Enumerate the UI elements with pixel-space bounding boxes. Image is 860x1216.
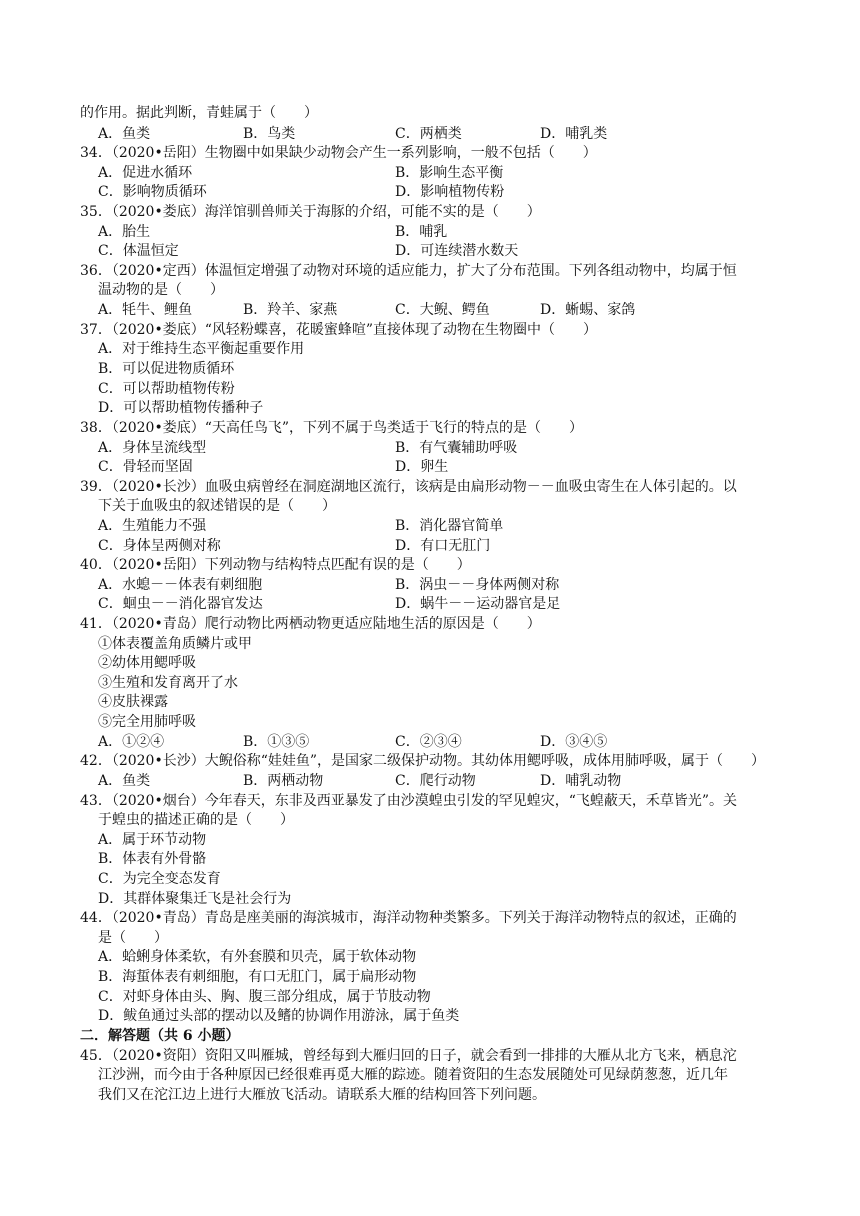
option: B．羚羊、家燕 xyxy=(243,302,338,318)
q33-stem-tail: 的作用。据此判断，青蛙属于（ ） xyxy=(80,105,318,121)
option: D．哺乳动物 xyxy=(540,773,622,789)
option: B．消化器官简单 xyxy=(395,518,504,534)
option: D．可以帮助植物传播种子 xyxy=(98,400,264,416)
option: B．①③⑤ xyxy=(243,734,310,750)
q41-stem: 41．（2020•青岛）爬行动物比两栖动物更适应陆地生活的原因是（ ） xyxy=(80,616,541,632)
q40-stem: 40．（2020•岳阳）下列动物与结构特点匹配有误的是（ ） xyxy=(80,557,471,573)
option: A．牦牛、鲤鱼 xyxy=(98,302,193,318)
statement-item: ②幼体用鳃呼吸 xyxy=(98,655,196,671)
option: A．鱼类 xyxy=(98,126,151,142)
option: C．对虾身体由头、胸、腹三部分组成，属于节肢动物 xyxy=(98,989,431,1005)
option: C．骨轻而坚固 xyxy=(98,459,193,475)
option: D．其群体聚集迁飞是社会行为 xyxy=(98,891,292,907)
q45-line1: 45．（2020•资阳）资阳又叫雁城，曾经每到大雁归回的日子，就会看到一排排的大雁从北方飞来，栖息沱 xyxy=(80,1048,737,1064)
option: D．卵生 xyxy=(395,459,449,475)
option: C．两栖类 xyxy=(395,126,462,142)
option: B．体表有外骨骼 xyxy=(98,851,207,867)
q44-stem-line1: 44．（2020•青岛）青岛是座美丽的海滨城市，海洋动物种类繁多。下列关于海洋动物特点的叙述，正确的 xyxy=(80,910,737,926)
q39-stem-line1: 39．（2020•长沙）血吸虫病曾经在洞庭湖地区流行，该病是由扁形动物－－血吸虫寄生在人体引起的。以 xyxy=(80,479,737,495)
statement-item: ④皮肤裸露 xyxy=(98,694,168,710)
option: A．鱼类 xyxy=(98,773,151,789)
option: A．对于维持生态平衡起重要作用 xyxy=(98,341,305,357)
statement-item: ①体表覆盖角质鳞片或甲 xyxy=(98,636,252,652)
option: A．蛤蜊身体柔软，有外套膜和贝壳，属于软体动物 xyxy=(98,949,417,965)
option: D．哺乳类 xyxy=(540,126,608,142)
option: B．涡虫－－身体两侧对称 xyxy=(395,577,560,593)
option: C．爬行动物 xyxy=(395,773,476,789)
option: B．影响生态平衡 xyxy=(395,165,504,181)
statement-item: ⑤完全用肺呼吸 xyxy=(98,714,196,730)
option: C．身体呈两侧对称 xyxy=(98,538,221,554)
option: C．蛔虫－－消化器官发达 xyxy=(98,596,263,612)
q36-stem-line1: 36．（2020•定西）体温恒定增强了动物对环境的适应能力，扩大了分布范围。下列各组动物中，均属于恒 xyxy=(80,263,737,279)
option: A．促进水循环 xyxy=(98,165,193,181)
option: C．影响物质循环 xyxy=(98,184,207,200)
q45-line3: 我们又在沱江边上进行大雁放飞活动。请联系大雁的结构回答下列问题。 xyxy=(98,1087,546,1103)
option: D．蜗牛－－运动器官是足 xyxy=(395,596,561,612)
q44-stem-line2: 是（ ） xyxy=(98,930,168,946)
option: A．生殖能力不强 xyxy=(98,518,207,534)
option: D．鲅鱼通过头部的摆动以及鳍的协调作用游泳，属于鱼类 xyxy=(98,1008,460,1024)
section-heading: 二．解答题（共 6 小题） xyxy=(80,1028,240,1044)
option: D．可连续潜水数天 xyxy=(395,243,519,259)
option: D．蜥蜴、家鸽 xyxy=(540,302,636,318)
q35-stem: 35．（2020•娄底）海洋馆驯兽师关于海豚的介绍，可能不实的是（ ） xyxy=(80,204,541,220)
option: B．两栖动物 xyxy=(243,773,324,789)
option: A．水螅－－体表有刺细胞 xyxy=(98,577,263,593)
option: C．体温恒定 xyxy=(98,243,179,259)
option: A．属于环节动物 xyxy=(98,832,207,848)
option: B．可以促进物质循环 xyxy=(98,361,235,377)
option: D．影响植物传粉 xyxy=(395,184,505,200)
option: C．可以帮助植物传粉 xyxy=(98,381,235,397)
q42-stem: 42．（2020•长沙）大鲵俗称“娃娃鱼”，是国家二级保护动物。其幼体用鳃呼吸，成体用肺呼吸，属于（ ） xyxy=(80,753,766,769)
option: B．鸟类 xyxy=(243,126,296,142)
q38-stem: 38．（2020•娄底）“天高任鸟飞”，下列不属于鸟类适于飞行的特点的是（ ） xyxy=(80,420,584,436)
option: C．为完全变态发育 xyxy=(98,871,221,887)
option: A．①②④ xyxy=(98,734,165,750)
option: C．②③④ xyxy=(395,734,462,750)
option: D．③④⑤ xyxy=(540,734,608,750)
q45-line2: 江沙洲，而今由于各种原因已经很难再觅大雁的踪迹。随着资阳的生态发展随处可见绿荫葱葱，近几年 xyxy=(98,1067,728,1083)
option: D．有口无肛门 xyxy=(395,538,491,554)
q34-stem: 34．（2020•岳阳）生物圈中如果缺少动物会产生一系列影响，一般不包括（ ） xyxy=(80,145,597,161)
option: B．哺乳 xyxy=(395,224,448,240)
option: A．胎生 xyxy=(98,224,151,240)
q43-stem-line2: 于蝗虫的描述正确的是（ ） xyxy=(98,812,294,828)
option: A．身体呈流线型 xyxy=(98,440,207,456)
q39-stem-line2: 下关于血吸虫的叙述错误的是（ ） xyxy=(98,498,336,514)
q43-stem-line1: 43．（2020•烟台）今年春天，东非及西亚暴发了由沙漠蝗虫引发的罕见蝗灾，“飞蝗蔽天，禾草皆光”。关 xyxy=(80,793,738,809)
option: B．有气囊辅助呼吸 xyxy=(395,440,518,456)
q36-stem-line2: 温动物的是（ ） xyxy=(98,282,224,298)
statement-item: ③生殖和发育离开了水 xyxy=(98,675,238,691)
option: B．海蜇体表有刺细胞，有口无肛门，属于扁形动物 xyxy=(98,969,417,985)
option: C．大鲵、鳄鱼 xyxy=(395,302,490,318)
q37-stem: 37．（2020•娄底）“风轻粉蝶喜，花暖蜜蜂喧”直接体现了动物在生物圈中（ ） xyxy=(80,322,598,338)
